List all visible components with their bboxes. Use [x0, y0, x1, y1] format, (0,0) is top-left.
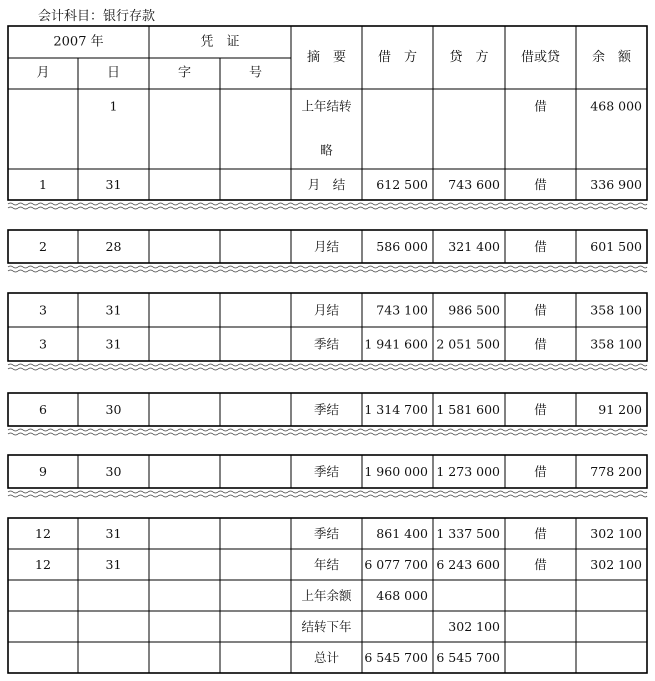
header-number: 号: [248, 65, 263, 81]
break-wave: [8, 266, 647, 268]
cell-credit: 1 273 000: [436, 464, 500, 479]
cell-summary: 月结: [313, 239, 340, 254]
cell-month: 1: [39, 177, 47, 192]
cell-dir: 借: [534, 177, 547, 192]
cell-credit: 6 243 600: [436, 557, 500, 572]
header-month: 月: [36, 65, 50, 81]
header-year: 2007 年: [53, 34, 104, 50]
cell-summary: 季结: [313, 336, 340, 352]
header-summary: 摘 要: [306, 50, 347, 65]
cell-day: 1: [109, 98, 118, 114]
header-word: 字: [177, 65, 192, 81]
cell-summary: 上年余额: [301, 588, 352, 603]
cell-balance: 601 500: [590, 239, 642, 254]
break-wave: [8, 433, 647, 435]
cell-dir: 借: [534, 98, 547, 114]
break-wave: [8, 429, 647, 431]
cell-balance: 778 200: [590, 464, 642, 479]
cell-debit: 1 314 700: [364, 402, 428, 417]
cell-month: 3: [39, 302, 47, 318]
cell-credit: 2 051 500: [436, 336, 500, 352]
cell-balance: 91 200: [598, 402, 642, 417]
cell-month: 12: [35, 526, 51, 541]
cell-balance: 358 100: [590, 302, 642, 318]
header-voucher: 凭 证: [200, 34, 240, 50]
cell-summary: 季结: [313, 402, 340, 417]
cell-day: 31: [105, 526, 122, 541]
cell-credit: 6 545 700: [436, 650, 500, 665]
cell-debit: 743 100: [376, 302, 428, 318]
cell-debit: 468 000: [376, 588, 428, 603]
cell-balance: 336 900: [590, 177, 642, 192]
header-dir: 借或贷: [520, 50, 561, 65]
cell-credit: 321 400: [448, 239, 500, 254]
break-wave: [8, 203, 647, 205]
cell-dir: 借: [534, 402, 547, 417]
cell-credit: 1 581 600: [436, 402, 500, 417]
break-wave: [8, 364, 647, 366]
cell-month: 12: [35, 557, 51, 572]
cell-dir: 借: [534, 526, 547, 541]
cell-debit: 1 960 000: [364, 464, 428, 479]
cell-dir: 借: [534, 464, 547, 479]
break-wave: [8, 207, 647, 209]
cell-day: 31: [105, 557, 122, 572]
header-credit: 贷 方: [449, 50, 489, 65]
header-day: 日: [106, 65, 121, 81]
cell-day: 31: [105, 302, 122, 318]
cell-month: 6: [39, 402, 47, 417]
cell-summary: 季结: [313, 526, 340, 541]
break-wave: [8, 368, 647, 370]
cell-day: 28: [105, 239, 122, 254]
cell-summary: 结转下年: [301, 619, 352, 634]
header-balance: 余 额: [591, 50, 632, 65]
cell-day: 30: [105, 402, 122, 417]
header-debit: 借 方: [377, 50, 418, 65]
break-wave: [8, 491, 647, 493]
cell-debit: 1 941 600: [364, 336, 428, 352]
cell-month: 2: [39, 239, 47, 254]
cell-day: 31: [105, 336, 122, 352]
break-wave: [8, 270, 647, 272]
cell-month: 9: [39, 464, 47, 479]
cell-summary: 总计: [313, 650, 340, 665]
cell-summary: 年结: [313, 557, 340, 572]
cell-balance: 302 100: [590, 557, 642, 572]
cell-debit: 612 500: [376, 177, 428, 192]
cell-day: 30: [105, 464, 122, 479]
cell-credit: 986 500: [448, 302, 500, 318]
cell-dir: 借: [534, 557, 547, 572]
cell-summary: 月结: [313, 302, 340, 318]
break-wave: [8, 495, 647, 497]
cell-day: 31: [105, 177, 122, 192]
cell-balance: 358 100: [590, 336, 642, 352]
cell-credit: 302 100: [448, 619, 500, 634]
cell-debit: 6 077 700: [364, 557, 428, 572]
cell-summary: 季结: [313, 464, 340, 479]
cell-credit: 1 337 500: [436, 526, 500, 541]
cell-dir: 借: [534, 302, 547, 318]
cell-summary: 上年结转: [301, 98, 352, 114]
cell-debit: 586 000: [376, 239, 428, 254]
cell-note: 略: [320, 142, 333, 158]
cell-debit: 861 400: [376, 526, 428, 541]
cell-dir: 借: [534, 239, 547, 254]
cell-balance: 302 100: [590, 526, 642, 541]
cell-balance: 468 000: [590, 98, 642, 114]
cell-summary: 月 结: [307, 177, 346, 192]
subject-caption: 会计科目：银行存款: [38, 9, 156, 24]
cell-dir: 借: [534, 336, 547, 352]
cell-debit: 6 545 700: [364, 650, 428, 665]
cell-month: 3: [39, 336, 47, 352]
cell-credit: 743 600: [448, 177, 500, 192]
